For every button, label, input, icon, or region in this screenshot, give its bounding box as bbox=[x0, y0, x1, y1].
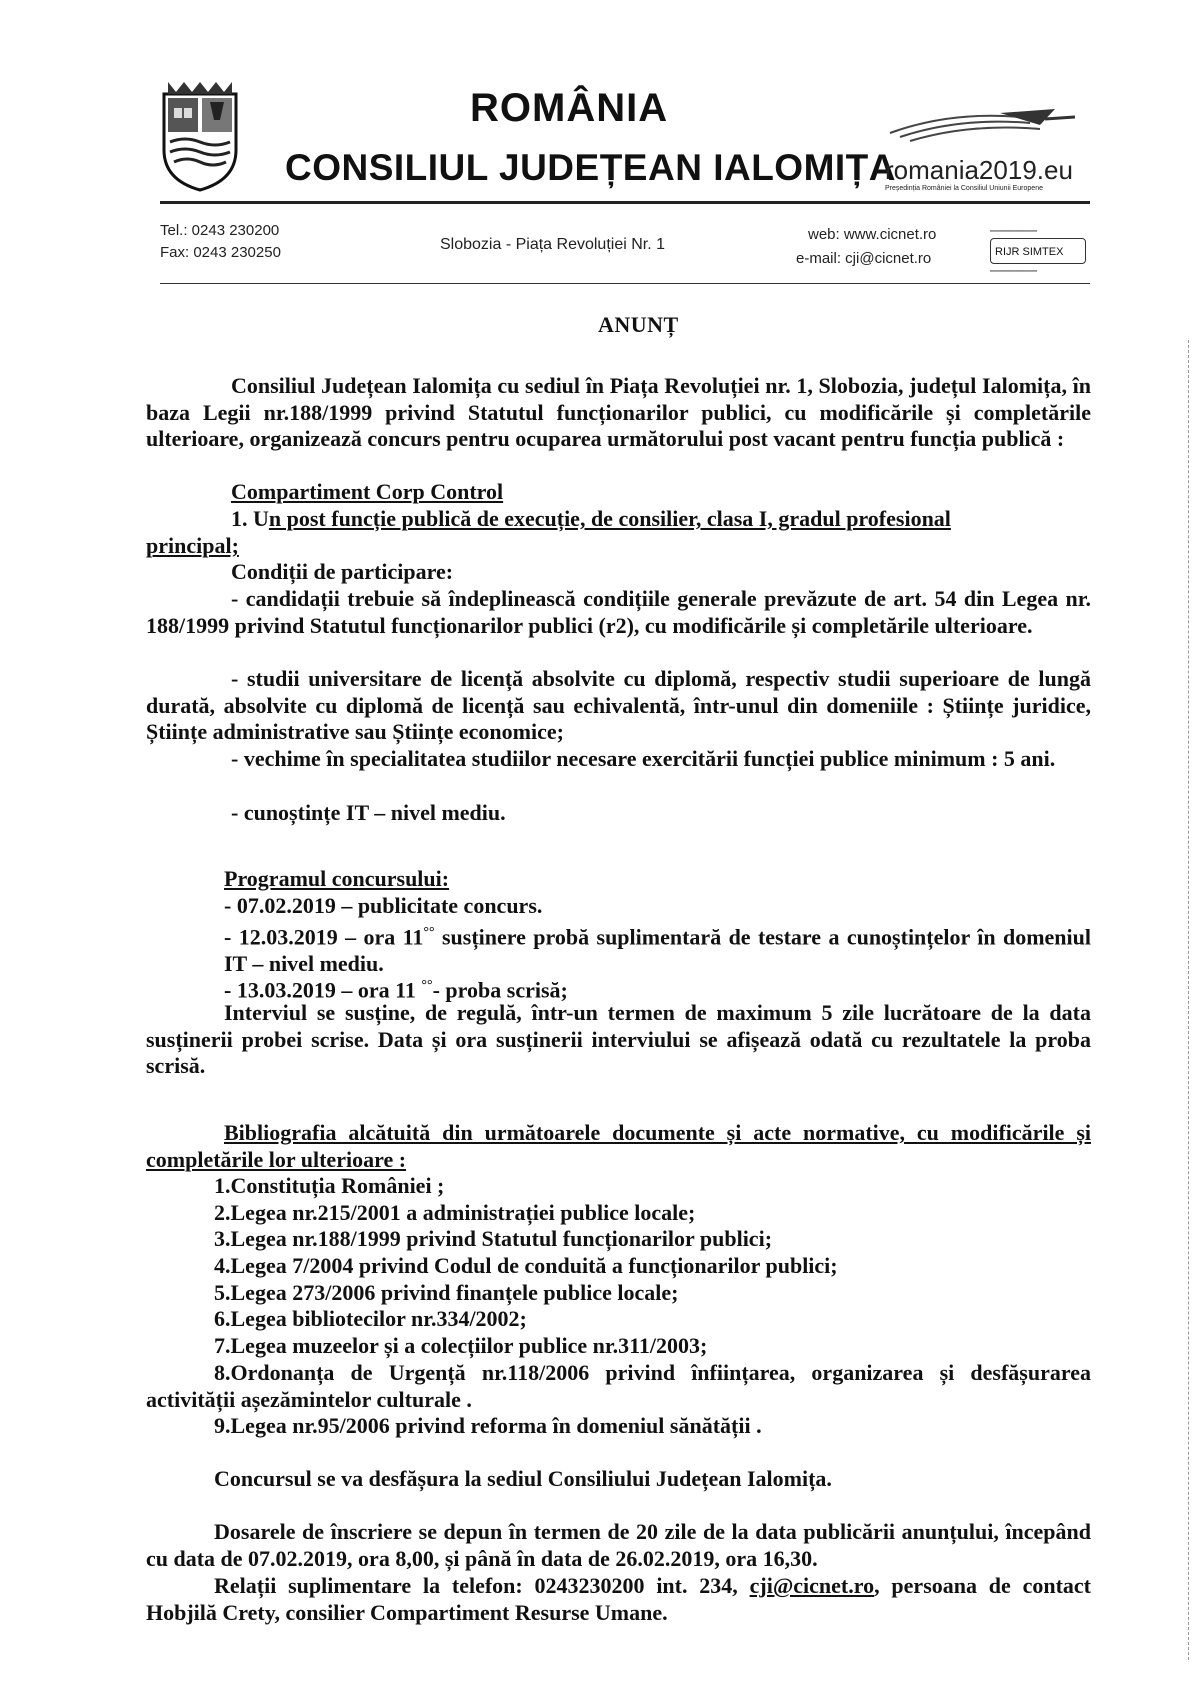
address: Slobozia - Piața Revoluției Nr. 1 bbox=[440, 236, 665, 253]
presidency-logo-subtitle: Președinția României la Consiliul Uniunii Europene bbox=[885, 185, 1043, 192]
bibliography-item: 8.Ordonanța de Urgență nr.118/2006 privind înființarea, organizarea și desfășurarea activității așezămintelor culturale . bbox=[146, 1360, 1091, 1412]
council-heading: CONSILIUL JUDEȚEAN IALOMIȚA bbox=[285, 147, 896, 188]
scan-margin-line bbox=[1188, 340, 1189, 1660]
post-number: 1. U bbox=[231, 506, 269, 531]
condition-item: - candidații trebuie să îndeplinească condițiile generale prevăzute de art. 54 din Legea nr. 188/1999 privind Statutul funcționarilor publici (r2), cu modificările și completările ulterioare. bbox=[146, 586, 1091, 638]
contact-email-link[interactable]: cji@cicnet.ro bbox=[749, 1573, 875, 1598]
bibliography-item: 4.Legea 7/2004 privind Codul de conduită a funcționarilor publici; bbox=[214, 1253, 838, 1278]
program-item: - 12.03.2019 – ora 11°° susținere probă suplimentară de testare a cunoștințelor în domeniul IT – nivel mediu. bbox=[224, 924, 1091, 976]
venue-note: Concursul se va desfășura la sediul Consiliului Județean Ialomița. bbox=[214, 1466, 832, 1491]
header-divider bbox=[160, 201, 1090, 204]
bibliography-item: 3.Legea nr.188/1999 privind Statutul funcționarilor publici; bbox=[214, 1226, 773, 1251]
presidency-logo-text: romania2019.eu bbox=[885, 155, 1073, 185]
condition-item: - vechime în specialitatea studiilor necesare exercitării funcției publice minimum : 5 ani. bbox=[231, 746, 1056, 771]
filing-note: Dosarele de înscriere se depun în termen de 20 zile de la data publicării anunțului, începând cu data de 07.02.2019, ora 8,00, și până în data de 26.02.2019, ora 16,30. bbox=[146, 1519, 1091, 1571]
bibliography-item: 9.Legea nr.95/2006 privind reforma în domeniul sănătății . bbox=[214, 1413, 762, 1438]
condition-item: - cunoștințe IT – nivel mediu. bbox=[231, 800, 506, 825]
county-coat-of-arms bbox=[160, 80, 240, 192]
post-description bbox=[231, 506, 1091, 533]
fax-number: Fax: 0243 230250 bbox=[160, 244, 281, 261]
romania2019-logo bbox=[880, 105, 1080, 195]
certification-label: RIJR SIMTEX bbox=[990, 238, 1086, 264]
interview-note: Interviul se susține, de regulă, într-un termen de maximum 5 zile lucrătoare de la data susținerii probei scrise. Data și ora susținerii interviului se afișează odată cu rezultatele la proba scrisă. bbox=[146, 1000, 1091, 1079]
phone-number: Tel.: 0243 230200 bbox=[160, 222, 280, 239]
bibliography-item: 6.Legea bibliotecilor nr.334/2002; bbox=[214, 1306, 527, 1331]
conditions-heading: Condiții de participare: bbox=[231, 559, 454, 584]
announcement-title: ANUNȚ bbox=[598, 312, 679, 337]
bibliography-heading: Bibliografia alcătuită din următoarele documente și acte normative, cu modificările și completările lor ulterioare : bbox=[146, 1120, 1091, 1172]
contact-note: Relații suplimentare la telefon: 0243230200 int. 234, cji@cicnet.ro, persoana de contact Hobjilă Crety, consilier Compartiment Resurse Umane. bbox=[146, 1573, 1092, 1625]
bibliography-item: 1.Constituția României ; bbox=[214, 1173, 445, 1198]
post-description-line2: principal; bbox=[146, 533, 239, 558]
bibliography-item: 2.Legea nr.215/2001 a administrației publice locale; bbox=[214, 1200, 696, 1225]
contact-divider bbox=[160, 283, 1090, 284]
bibliography-item: 5.Legea 273/2006 privind finanțele publice locale; bbox=[214, 1280, 679, 1305]
country-heading: ROMÂNIA bbox=[470, 86, 669, 130]
email-address: e-mail: cji@cicnet.ro bbox=[796, 250, 932, 267]
program-item: - 13.03.2019 – ora 11 °°- proba scrisă; bbox=[224, 977, 568, 1003]
intro-paragraph: Consiliul Județean Ialomița cu sediul în Piața Revoluției nr. 1, Slobozia, județul Ialomița, în baza Legii nr.188/1999 privind Statutul funcționarilor publici, cu modificările și completările ulterioare, organizează concurs pentru ocuparea următorului post vacant pentru funcția publică : bbox=[146, 373, 1091, 452]
program-item: - 07.02.2019 – publicitate concurs. bbox=[224, 893, 543, 918]
website: web: www.cicnet.ro bbox=[808, 226, 937, 243]
post-description-line1: n post funcție publică de execuție, de consilier, clasa I, gradul profesional bbox=[268, 506, 951, 531]
bibliography-item: 7.Legea muzeelor și a colecțiilor publice nr.311/2003; bbox=[214, 1333, 708, 1358]
department-name: Compartiment Corp Control bbox=[231, 479, 504, 504]
condition-item: - studii universitare de licență absolvite cu diplomă, respectiv studii superioare de lungă durată, absolvite cu diplomă de licență sau echivalentă, într-unul din domeniile : Științe juridice, Științe administrative sau Științe economice; bbox=[146, 666, 1091, 745]
certification-badge: ━━━━━━━━━━━━━ RIJR SIMTEX ━━━━━━━━━━━━━ bbox=[990, 228, 1090, 278]
program-heading: Programul concursului: bbox=[224, 866, 450, 891]
